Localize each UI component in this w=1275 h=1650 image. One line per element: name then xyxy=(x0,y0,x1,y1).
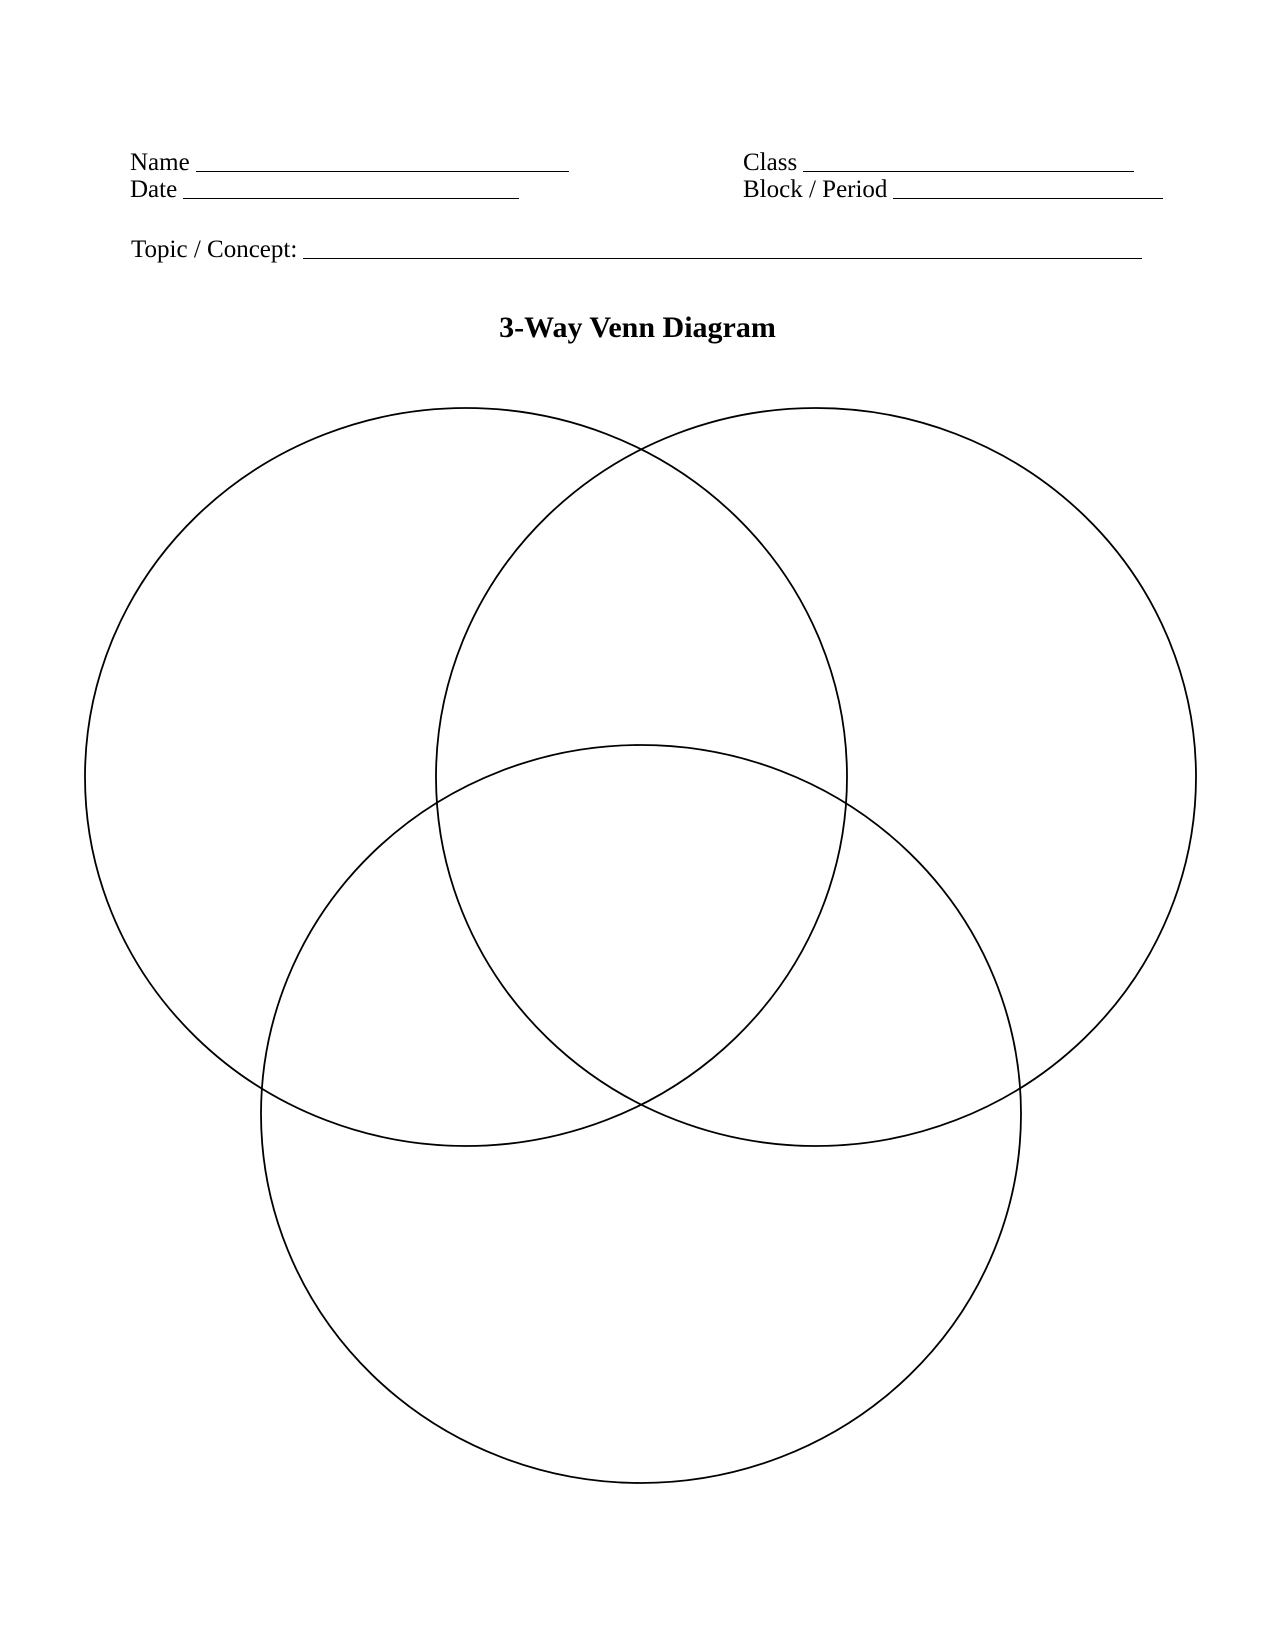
name-label: Name xyxy=(130,149,190,176)
topic-concept-label: Topic / Concept: xyxy=(131,236,298,263)
date-label: Date xyxy=(130,176,178,203)
date-field xyxy=(130,172,519,202)
date-input[interactable] xyxy=(183,176,519,199)
block-period-label: Block / Period xyxy=(743,176,888,203)
class-input[interactable] xyxy=(803,149,1134,172)
block-period-input[interactable] xyxy=(893,176,1163,199)
name-field xyxy=(130,145,569,175)
topic-concept-input[interactable] xyxy=(303,236,1142,259)
name-input[interactable] xyxy=(196,149,569,172)
class-field xyxy=(743,145,1134,175)
venn-circle-bottom xyxy=(261,745,1021,1483)
block-period-field xyxy=(743,172,1138,202)
topic-concept-field xyxy=(131,232,1142,262)
diagram-title: 3-Way Venn Diagram xyxy=(499,311,776,344)
class-label: Class xyxy=(743,149,798,176)
